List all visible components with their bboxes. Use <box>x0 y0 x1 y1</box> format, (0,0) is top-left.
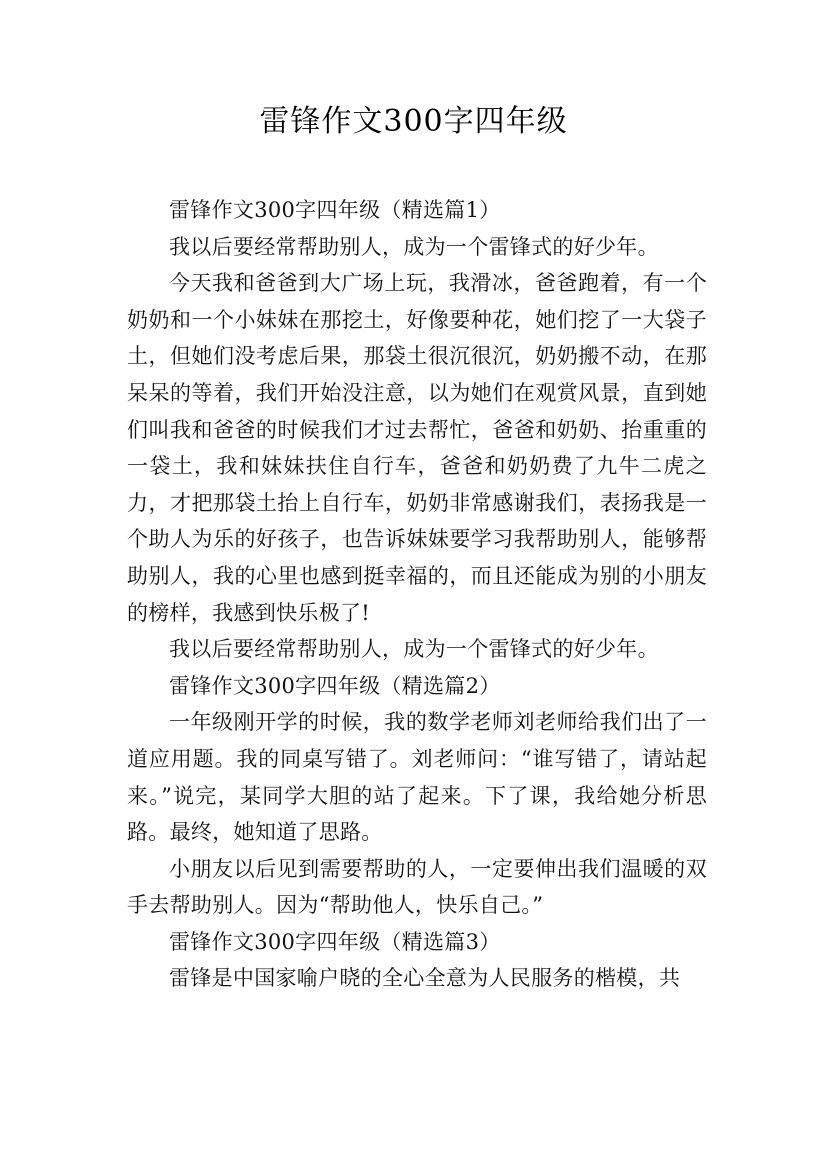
paragraph: 雷锋是中国家喻户晓的全心全意为人民服务的楷模，共 <box>169 966 681 991</box>
section-heading-2: 雷锋作文300字四年级（精选篇2） <box>169 673 501 698</box>
document-title: 雷锋作文300字四年级 <box>259 104 568 139</box>
paragraph: 小朋友以后见到需要帮助的人，一定要伸出我们温暖的双手去帮助别人。因为“帮助他人，快乐自己。” <box>127 856 707 918</box>
document-body <box>127 192 707 997</box>
section-heading-1: 雷锋作文300字四年级（精选篇1） <box>169 198 501 222</box>
section-heading-3: 雷锋作文300字四年级（精选篇3） <box>169 929 501 954</box>
paragraph: 一年级刚开学的时候，我的数学老师刘老师给我们出了一道应用题。我的同桌写错了。刘老师问：“谁写错了，请站起来。”说完，某同学大胆的站了起来。下了课，我给她分析思路。最终，她知道了思路。 <box>127 710 707 845</box>
paragraph: 我以后要经常帮助别人，成为一个雷锋式的好少年。 <box>169 234 659 259</box>
paragraph: 我以后要经常帮助别人，成为一个雷锋式的好少年。 <box>169 637 659 662</box>
paragraph: 今天我和爸爸到大广场上玩，我滑冰，爸爸跑着，有一个奶奶和一个小妹妹在那挖土，好像要种花，她们挖了一大袋子土，但她们没考虑后果，那袋土很沉很沉，奶奶搬不动，在那呆呆的等着，我们开始没注意，以为她们在观赏风景，直到她们叫我和爸爸的时候我们才过去帮忙，爸爸和奶奶、抬重重的一袋土，我和妹妹扶住自行车，爸爸和奶奶费了九牛二虎之力，才把那袋土抬上自行车，奶奶非常感谢我们，表扬我是一个助人为乐的好孩子，也告诉妹妹要学习我帮助别人，能够帮助别人，我的心里也感到挺幸福的，而且还能成为别的小朋友的榜样，我感到快乐极了! <box>127 271 707 625</box>
